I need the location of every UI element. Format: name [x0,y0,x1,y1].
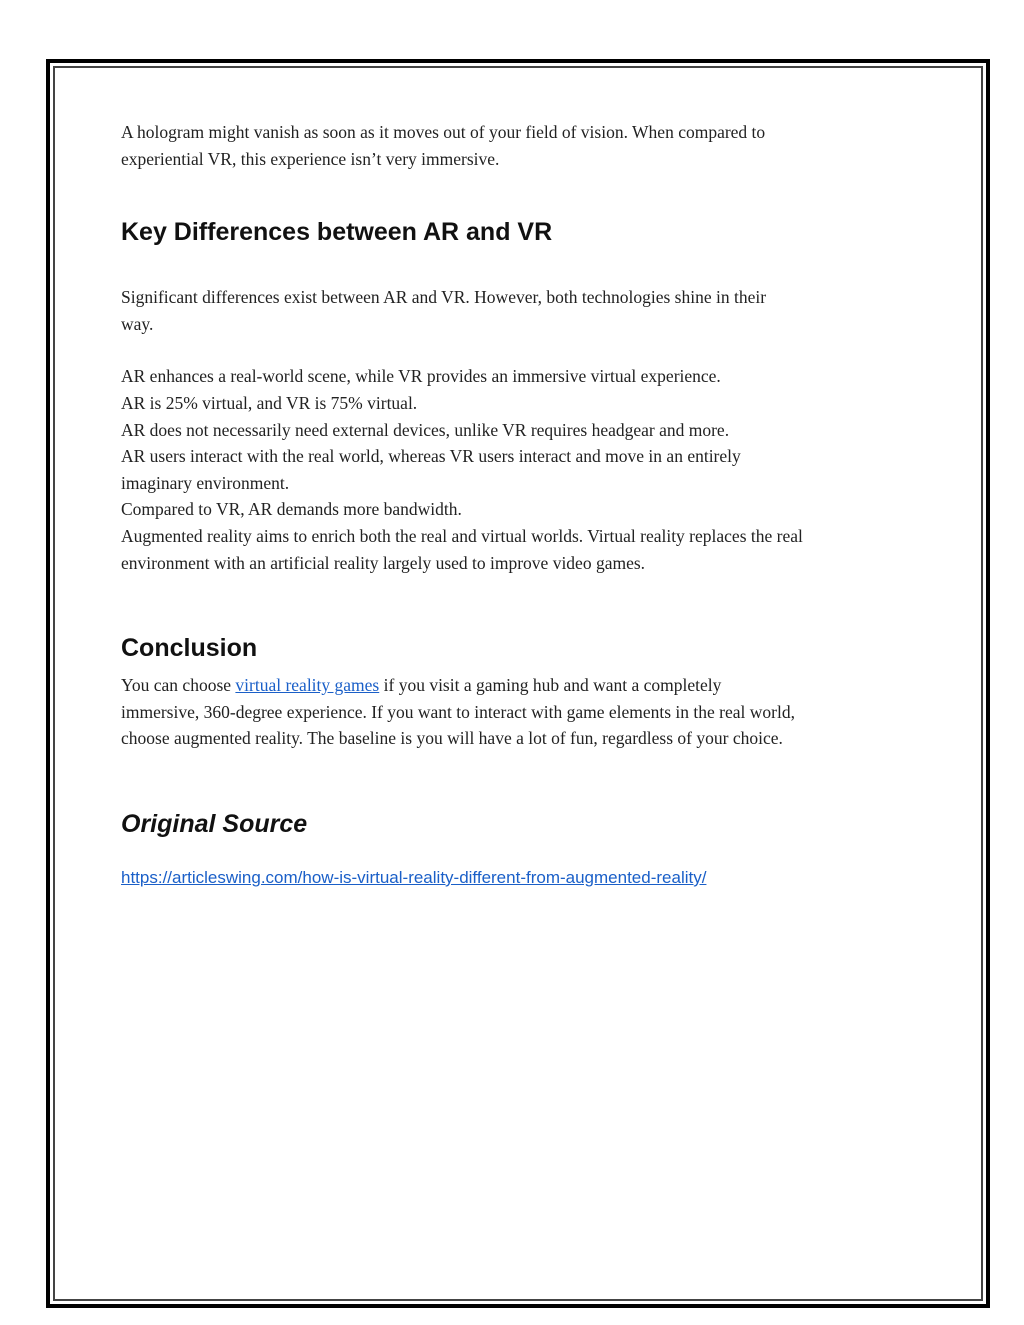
document-content [121,119,921,892]
intro-paragraph [121,119,921,172]
conclusion-paragraph [121,672,921,752]
virtual-reality-games-link[interactable]: virtual reality games [235,675,380,696]
key-differences-heading: Key Differences between AR and VR [121,218,553,247]
key-differences-points [121,363,921,576]
original-source-heading: Original Source [121,809,308,838]
difference-point: AR does not necessarily need external devices, unlike VR requires headgear and more. [121,419,730,440]
original-source-link[interactable]: https://articleswing.com/how-is-virtual-reality-different-from-augmented-reality/ [121,867,707,887]
key-differences-intro-line: Significant differences exist between AR and VR. However, both technologies shine in their [121,287,767,308]
conclusion-text: if you visit a gaming hub and want a completely [379,675,722,696]
intro-line: A hologram might vanish as soon as it moves out of your field of vision. When compared to [121,122,766,142]
intro-line: experiential VR, this experience isn’t very immersive. [121,148,500,169]
difference-point: environment with an artificial reality largely used to improve video games. [121,552,646,573]
document-page [50,63,986,1304]
difference-point: Compared to VR, AR demands more bandwidth. [121,499,462,520]
conclusion-line [121,672,921,699]
key-differences-intro-line: way. [121,313,154,334]
difference-point: AR users interact with the real world, whereas VR users interact and move in an entirely [121,446,741,467]
conclusion-line: choose augmented reality. The baseline is you will have a lot of fun, regardless of your choice. [121,728,783,749]
difference-point: AR enhances a real-world scene, while VR provides an immersive virtual experience. [121,366,721,387]
difference-point: Augmented reality aims to enrich both the real and virtual worlds. Virtual reality replaces the real [121,525,803,546]
conclusion-text: You can choose [121,675,236,696]
conclusion-heading: Conclusion [121,634,258,663]
source-paragraph [121,864,921,892]
difference-point: imaginary environment. [121,472,290,493]
difference-point: AR is 25% virtual, and VR is 75% virtual. [121,392,418,413]
conclusion-line: immersive, 360-degree experience. If you want to interact with game elements in the real world, [121,701,795,722]
key-differences-intro [121,284,921,337]
